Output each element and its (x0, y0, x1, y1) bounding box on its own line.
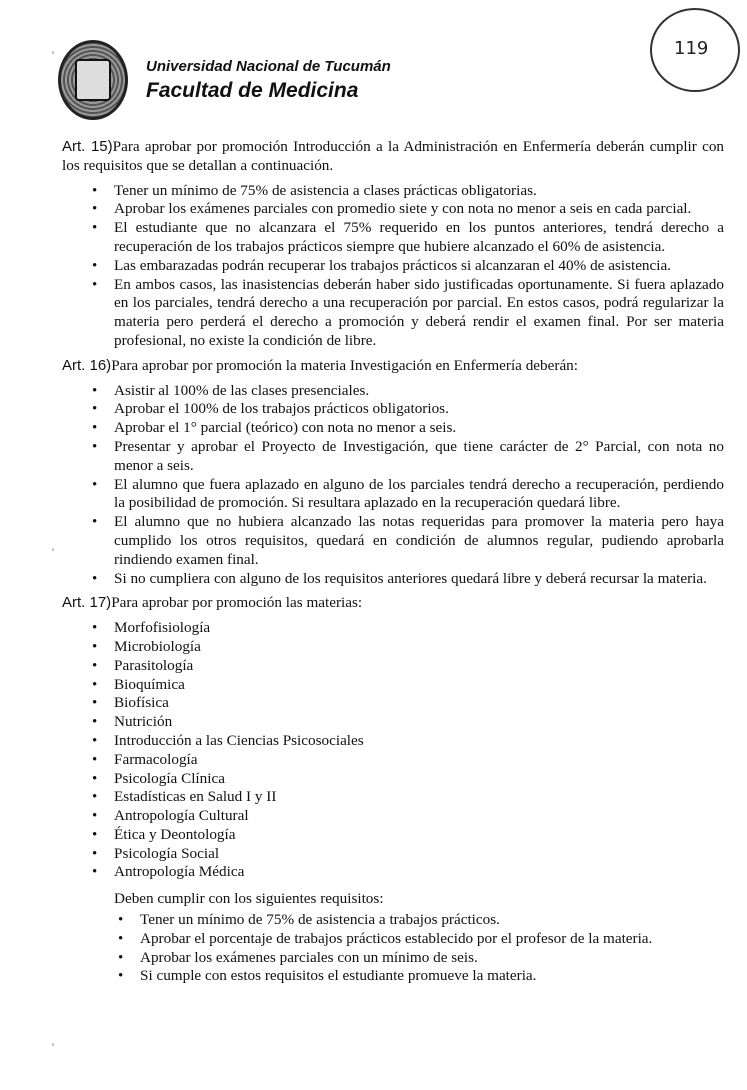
article-intro: Para aprobar por promoción Introducción a la Administración en Enfermería deberán cumplir con los requisitos que se detallan a continuación. (62, 138, 725, 174)
article-intro: Para aprobar por promoción la materia Investigación en Enfermería deberán: (111, 356, 578, 374)
requirement-list (62, 182, 724, 351)
subject-item: • Antropología Médica (114, 863, 724, 882)
list-item: • El alumno que fuera aplazado en alguno de los parciales tendrá derecho a recuperación, perdiendo la posibilidad de promoción. Si resultara aplazado en la recuperación quedará libre. (114, 476, 724, 514)
subject-item: • Introducción a las Ciencias Psicosociales (114, 732, 724, 751)
list-item: • El estudiante que no alcanzara el 75% requerido en los puntos anteriores, tendrá derecho a recuperación de los trabajos prácticos siempre que hubiere alcanzado el 60% de asistencia. (114, 219, 724, 257)
seal-shield-icon (75, 59, 111, 101)
university-name: Universidad Nacional de Tucumán (146, 58, 391, 75)
list-item: • Tener un mínimo de 75% de asistencia a clases prácticas obligatorias. (114, 182, 724, 201)
document-body (62, 138, 724, 992)
requirement-list (62, 382, 724, 589)
article-heading (62, 594, 724, 613)
article-label: Art. 17) (62, 594, 112, 612)
list-item: • Aprobar el porcentaje de trabajos prácticos establecido por el profesor de la materia. (140, 930, 724, 949)
subject-list (62, 619, 724, 882)
list-item: • Aprobar los exámenes parciales con promedio siete y con nota no menor a seis en cada parcial. (114, 200, 724, 219)
list-item: • Si no cumpliera con alguno de los requisitos anteriores quedará libre y deberá recursar la materia. (114, 570, 724, 589)
folio-stamp (650, 8, 740, 92)
subject-item: • Microbiología (114, 638, 724, 657)
list-item: • Tener un mínimo de 75% de asistencia a trabajos prácticos. (140, 911, 724, 930)
list-item: • Las embarazadas podrán recuperar los trabajos prácticos si alcanzaran el 40% de asistencia. (114, 257, 724, 276)
article-15 (62, 138, 724, 351)
document-header (146, 58, 391, 103)
list-item: • Aprobar el 100% de los trabajos prácticos obligatorios. (114, 400, 724, 419)
subject-item: • Bioquímica (114, 676, 724, 695)
university-seal (58, 40, 128, 120)
folio-number: 119 (674, 38, 709, 59)
list-item: • Aprobar el 1° parcial (teórico) con nota no menor a seis. (114, 419, 724, 438)
list-item: • En ambos casos, las inasistencias deberán haber sido justificadas oportunamente. Si fuera aplazado en los parciales, tendrá derecho a una recuperación por parcial. En estos casos, podrá regularizar la materia pero perderá el derecho a promoción y deberá rendir el examen final. Por ser materia profesional, no existe la condición de libre. (114, 276, 724, 351)
article-17 (62, 594, 724, 986)
article-16 (62, 357, 724, 589)
margin-mark: ' (52, 1040, 55, 1054)
subject-item: • Parasitología (114, 657, 724, 676)
list-item: • El alumno que no hubiera alcanzado las notas requeridas para promover la materia pero haya cumplido los otros requisitos, quedará en condición de alumnos regular, pudiendo aprobarla rindiendo examen final. (114, 513, 724, 569)
article-label: Art. 15) (62, 138, 113, 155)
margin-mark: ' (52, 545, 55, 559)
article-heading (62, 357, 724, 376)
subject-item: • Psicología Clínica (114, 770, 724, 789)
subject-item: • Antropología Cultural (114, 807, 724, 826)
article-heading (62, 138, 724, 176)
subject-item: • Ética y Deontología (114, 826, 724, 845)
article-label: Art. 16) (62, 356, 112, 374)
subject-item: • Estadísticas en Salud I y II (114, 788, 724, 807)
list-item: • Asistir al 100% de las clases presenciales. (114, 382, 724, 401)
article-intro: Para aprobar por promoción las materias: (111, 594, 363, 612)
list-item: • Presentar y aprobar el Proyecto de Investigación, que tiene carácter de 2° Parcial, con nota no menor a seis. (114, 438, 724, 476)
faculty-name: Facultad de Medicina (146, 79, 359, 102)
margin-mark: ' (52, 48, 55, 62)
subject-item: • Psicología Social (114, 845, 724, 864)
subject-item: • Morfofisiología (114, 619, 724, 638)
subject-item: • Biofísica (114, 694, 724, 713)
list-item: • Si cumple con estos requisitos el estudiante promueve la materia. (140, 967, 724, 986)
requirements-intro: Deben cumplir con los siguientes requisitos: (114, 890, 384, 908)
requirement-list (62, 911, 724, 986)
subject-item: • Nutrición (114, 713, 724, 732)
list-item: • Aprobar los exámenes parciales con un mínimo de seis. (140, 949, 724, 968)
subject-item: • Farmacología (114, 751, 724, 770)
